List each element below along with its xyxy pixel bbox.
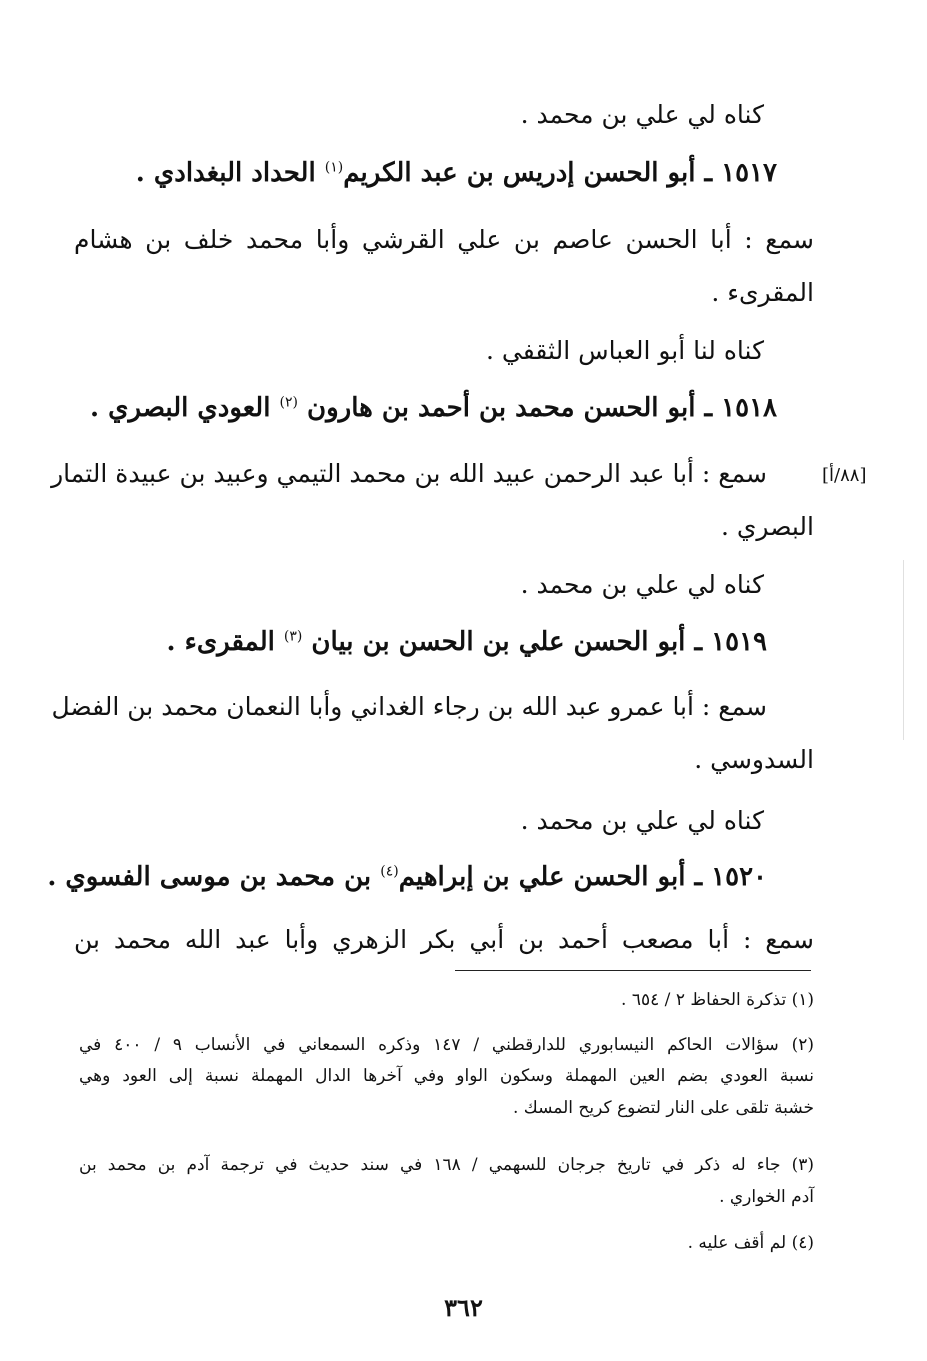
- entry-heading-1519-main: ١٥١٩ ـ أبو الحسن علي بن الحسن بن بيان: [302, 627, 767, 657]
- footnote-ref-2: (٢): [279, 394, 298, 411]
- page-edge-line: [903, 560, 904, 740]
- footnote-ref-4: (٤): [380, 863, 399, 880]
- entry-heading-1518-main: ١٥١٨ ـ أبو الحسن محمد بن أحمد بن هارون: [297, 393, 777, 423]
- text-line-sama-2: سمع : أبا عبد الرحمن عبيد الله بن محمد التيمي وعبيد بن عبيدة التمار: [51, 459, 767, 488]
- text-line-kunya-2: كناه لنا أبو العباس الثقفي .: [486, 336, 764, 365]
- margin-folio-note: [٨٨/أ]: [822, 465, 867, 486]
- text-line-basri: البصري .: [720, 512, 814, 541]
- text-line-sama-3: سمع : أبا عمرو عبد الله بن رجاء الغداني وأبا النعمان محمد بن الفضل: [51, 692, 767, 721]
- text-line-sama-4: سمع : أبا مصعب أحمد بن أبي بكر الزهري وأبا عبد الله محمد بن: [74, 925, 814, 954]
- entry-heading-1518-rest: العودي البصري .: [90, 393, 280, 423]
- entry-heading-1520: [47, 862, 767, 893]
- footnote-2-line-1: (٢) سؤالات الحاكم النيسابوري للدارقطني / ١٤٧ وذكره السمعاني في الأنساب ٩ / ٤٠٠ في: [79, 1035, 815, 1055]
- text-line-sama-1: سمع : أبا الحسن عاصم بن علي القرشي وأبا محمد خلف بن هشام: [74, 225, 814, 254]
- entry-heading-1520-main: ١٥٢٠ ـ أبو الحسن علي بن إبراهيم: [398, 862, 767, 892]
- entry-heading-1518: [90, 393, 777, 424]
- entry-heading-1519: [167, 627, 768, 658]
- footnote-ref-3: (٣): [283, 628, 303, 645]
- entry-heading-1517-main: ١٥١٧ ـ أبو الحسن إدريس بن عبد الكريم: [343, 158, 777, 188]
- page-number: ٣٦٢: [444, 1293, 483, 1322]
- footnote-3-line-2: آدم الخواري .: [719, 1187, 814, 1207]
- entry-heading-1520-rest: بن محمد بن موسى الفسوي .: [47, 862, 381, 892]
- text-line-kunya-3: كناه لي علي بن محمد .: [520, 570, 764, 599]
- text-line-sadusi: السدوسي .: [694, 745, 814, 774]
- text-line-kunya-1: كناه لي علي بن محمد .: [520, 100, 764, 129]
- entry-heading-1519-rest: المقرىء .: [166, 627, 284, 657]
- text-line-muqri-1: المقرىء .: [711, 278, 814, 307]
- text-line-kunya-4: كناه لي علي بن محمد .: [520, 806, 764, 835]
- entry-heading-1517-rest: الحداد البغدادي .: [135, 158, 325, 188]
- footnote-1: (١) تذكرة الحفاظ ٢ / ٦٥٤ .: [621, 990, 814, 1010]
- footnote-2-line-2: نسبة العودي بضم العين المهملة وسكون الواو وفي آخرها الدال المهملة نسبة إلى العود وهي: [79, 1066, 814, 1086]
- footnote-separator: [455, 970, 811, 971]
- footnote-2-line-3: خشبة تلقى على النار لتضوع كريح المسك .: [512, 1098, 814, 1118]
- footnote-4: (٤) لم أقف عليه .: [687, 1233, 814, 1253]
- footnote-3-line-1: (٣) جاء له ذكر في تاريخ جرجان للسهمي / ١٦٨ في سند حديث في ترجمة آدم بن محمد بن: [79, 1155, 814, 1175]
- entry-heading-1517: [136, 158, 777, 189]
- footnote-ref-1: (١): [324, 159, 344, 176]
